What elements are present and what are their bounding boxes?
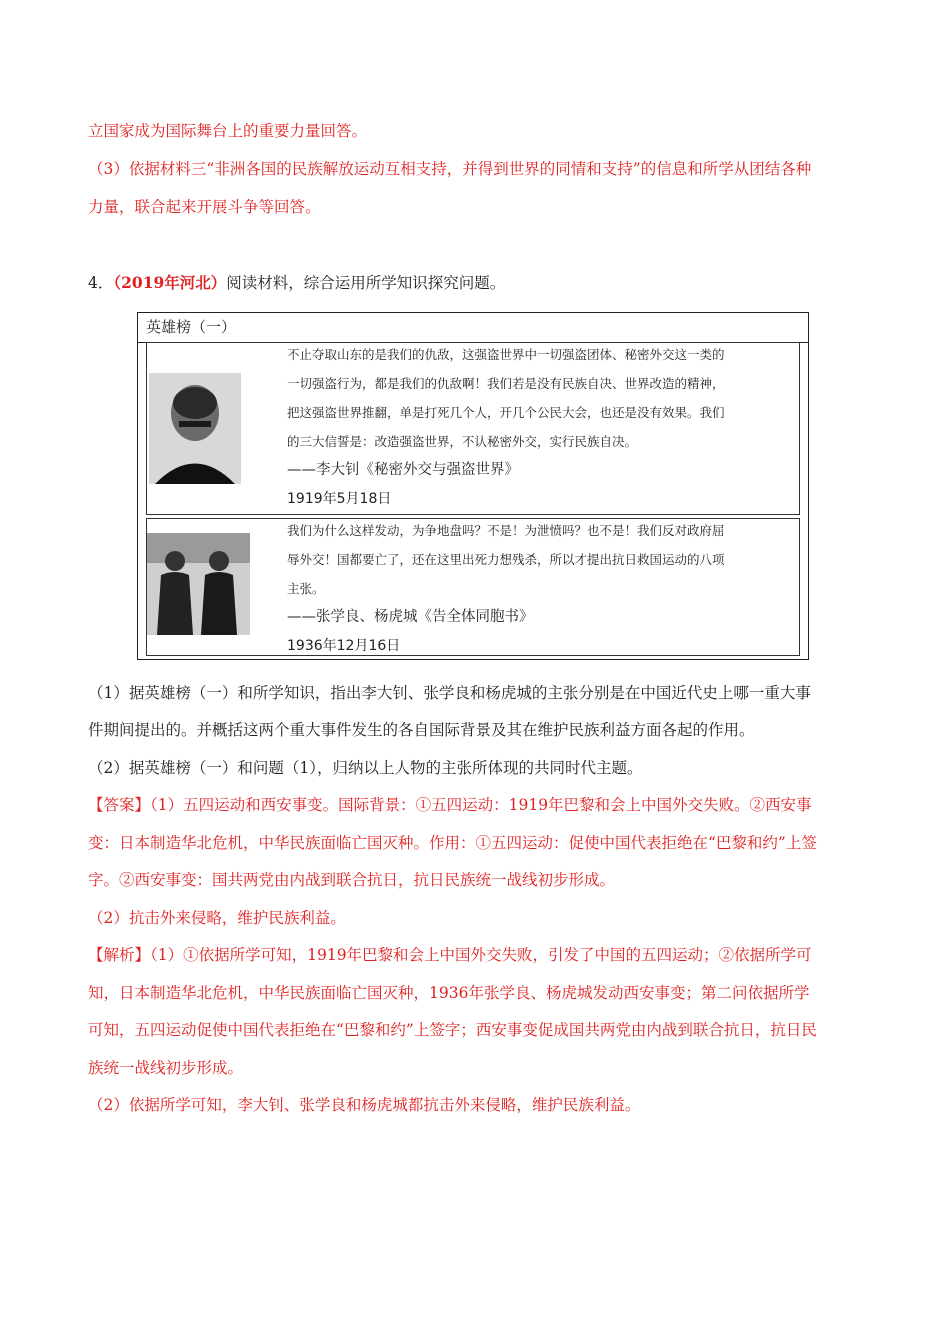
quote-line: 不止夺取山东的是我们的仇敌，这强盗世界中一切强盗团体、秘密外交这一类的: [287, 347, 725, 362]
analysis-line: 可知，五四运动促使中国代表拒绝在“巴黎和约”上签字；西安事变促成国共两党由内战到联合抗日，抗日民: [88, 1021, 817, 1039]
material-table: [137, 312, 809, 660]
quote-block-1: [287, 340, 795, 514]
analysis-line: 族统一战线初步形成。: [88, 1059, 244, 1077]
portrait-photo: [149, 373, 241, 484]
analysis-line: 【解析】（1）①依据所学可知，1919年巴黎和会上中国外交失败，引发了中国的五四运动；②依据所学可: [88, 946, 812, 964]
subquestion-1: （1）据英雄榜（一）和所学知识，指出李大钊、张学良和杨虎城的主张分别是在中国近代史上哪一重大事: [88, 684, 811, 702]
question-source: （2019年河北）: [113, 273, 227, 292]
material-row-zhang-yang: [146, 518, 800, 656]
question-prompt: 阅读材料，综合运用所学知识探究问题。: [226, 274, 506, 292]
answer-line: （2）抗击外来侵略，维护民族利益。: [88, 909, 346, 927]
quote-block-2: [287, 516, 795, 661]
material-row-li-dazhao: [146, 342, 800, 515]
quote-line: 辱外交！国都要亡了，还在这里出死力想残杀，所以才提出抗日救国运动的八项: [287, 552, 725, 567]
quote-line: 主张。: [287, 581, 325, 596]
question-number: 4．: [88, 274, 114, 292]
prev-answer-line: 力量，联合起来开展斗争等回答。: [88, 198, 321, 216]
quote-line: 的三大信誓是：改造强盗世界，不认秘密外交，实行民族自决。: [287, 434, 638, 449]
prev-answer-line: 立国家成为国际舞台上的重要力量回答。: [88, 122, 368, 140]
answer-line: 字。②西安事变：国共两党由内战到联合抗日，抗日民族统一战线初步形成。: [88, 871, 616, 889]
quote-signature: ——李大钊《秘密外交与强盗世界》: [287, 462, 519, 478]
quote-line: 一切强盗行为，都是我们的仇敌啊！我们若是没有民族自决、世界改造的精神，: [287, 376, 725, 391]
quote-signature: ——张学良、杨虎城《告全体同胞书》: [287, 609, 534, 625]
quote-line: 把这强盗世界推翻，单是打死几个人，开几个公民大会，也还是没有效果。我们: [287, 405, 725, 420]
analysis-line: （2）依据所学可知，李大钊、张学良和杨虎城都抗击外来侵略，维护民族利益。: [88, 1096, 641, 1114]
prev-answer-line: （3）依据材料三“非洲各国的民族解放运动互相支持，并得到世界的同情和支持”的信息和所学从团结各种: [88, 160, 812, 178]
answer-line: 【答案】（1）五四运动和西安事变。国际背景：①五四运动：1919年巴黎和会上中国外交失败。②西安事: [88, 796, 812, 814]
answer-line: 变：日本制造华北危机，中华民族面临亡国灭种。作用：①五四运动：促使中国代表拒绝在“巴黎和约”上签: [88, 834, 817, 852]
quote-line: 我们为什么这样发动，为争地盘吗？不是！为泄愤吗？也不是！我们反对政府屈: [287, 523, 725, 538]
analysis-line: 知，日本制造华北危机，中华民族面临亡国灭种，1936年张学良、杨虎城发动西安事变；第二问依据所学: [88, 984, 810, 1002]
quote-date: 1936年12月16日: [287, 638, 401, 654]
subquestion-1-cont: 件期间提出的。并概括这两个重大事件发生的各自国际背景及其在维护民族利益方面各起的作用。: [88, 721, 755, 739]
subquestion-2: （2）据英雄榜（一）和问题（1），归纳以上人物的主张所体现的共同时代主题。: [88, 759, 643, 777]
question-heading: [88, 273, 505, 293]
group-photo: [147, 533, 250, 635]
quote-date: 1919年5月18日: [287, 491, 392, 507]
material-heading: 英雄榜（一）: [138, 313, 808, 343]
